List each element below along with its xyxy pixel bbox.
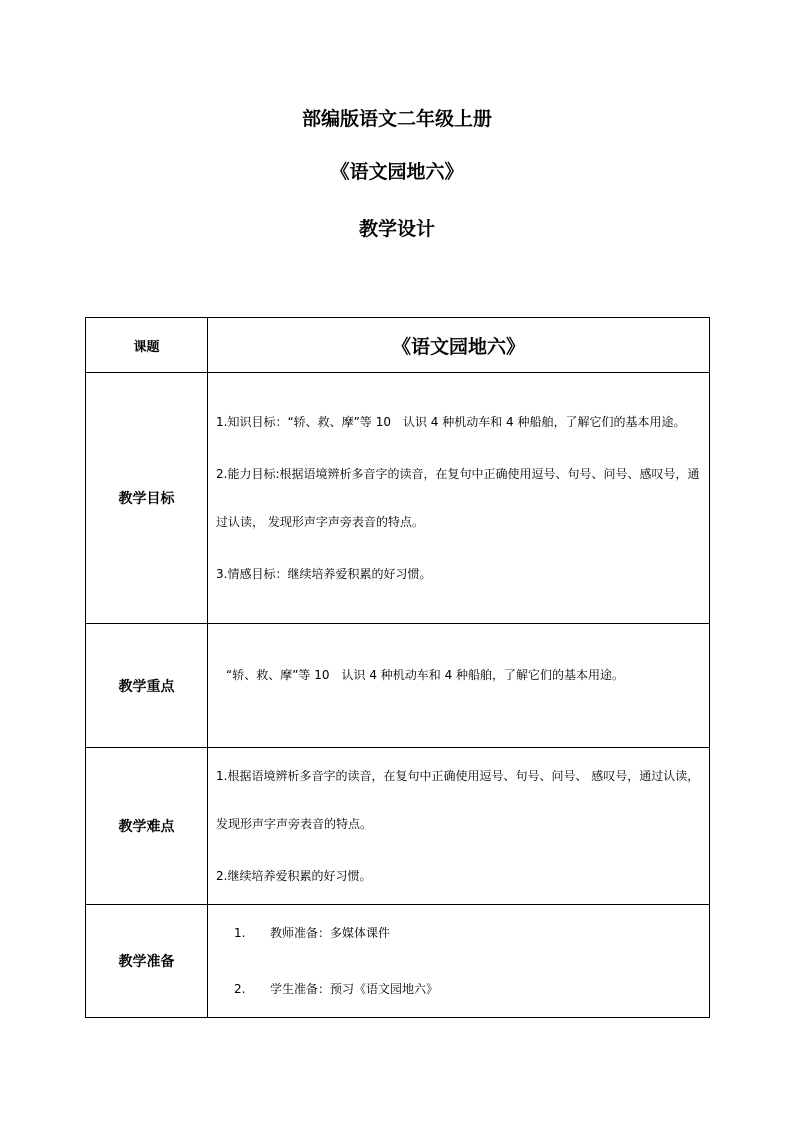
table-row-objectives — [86, 373, 710, 624]
objectives-label: 教学目标 — [86, 373, 208, 624]
list-item-text: 教师准备：多媒体课件 — [270, 926, 391, 940]
list-item — [234, 905, 709, 961]
key-points-cell — [208, 624, 710, 748]
topic-value: 《语文园地六》 — [208, 318, 710, 373]
lesson-title: 《语文园地六》 — [330, 161, 464, 183]
preparation-list — [208, 905, 709, 1017]
list-item — [234, 961, 709, 1017]
list-number: 2. — [234, 982, 246, 996]
difficulty-item: 2.继续培养爱积累的好习惯。 — [216, 869, 372, 883]
list-item-text: 学生准备：预习《语文园地六》 — [270, 982, 439, 996]
lesson-plan-table — [85, 317, 710, 1018]
key-points-text: “轿、救、摩”等 10 认识 4 种机动车和 4 种船舶，了解它们的基本用途。 — [226, 667, 625, 682]
document-subtitle: 教学设计 — [358, 218, 435, 240]
difficulties-label: 教学难点 — [86, 748, 208, 905]
objective-emotion: 3.情感目标：继续培养爱积累的好习惯。 — [216, 567, 432, 581]
table-row-key-points — [86, 624, 710, 748]
difficulties-cell — [208, 748, 710, 905]
table-row-topic — [86, 318, 710, 373]
preparation-label: 教学准备 — [86, 905, 208, 1018]
objective-knowledge: 1.知识目标：“轿、救、摩”等 10 认识 4 种机动车和 4 种船舶，了解它们的基本用途。 — [216, 415, 686, 429]
key-points-label: 教学重点 — [86, 624, 208, 748]
difficulty-item: 1.根据语境辨析多音字的读音，在复句中正确使用逗号、句号、问号、 感叹号，通过认读， 发现形声字声旁表音的特点。 — [216, 769, 700, 831]
table-row-difficulties — [86, 748, 710, 905]
objective-ability: 2.能力目标:根据语境辨析多音字的读音，在复句中正确使用逗号、句号、问号、感叹号，通过认读， 发现形声字声旁表音的特点。 — [216, 467, 700, 529]
objectives-cell — [208, 373, 710, 624]
list-number: 1. — [234, 926, 246, 940]
topic-label: 课题 — [86, 318, 208, 373]
document-title: 部编版语文二年级上册 — [301, 108, 492, 130]
preparation-cell — [208, 905, 710, 1018]
table-row-preparation — [86, 905, 710, 1018]
